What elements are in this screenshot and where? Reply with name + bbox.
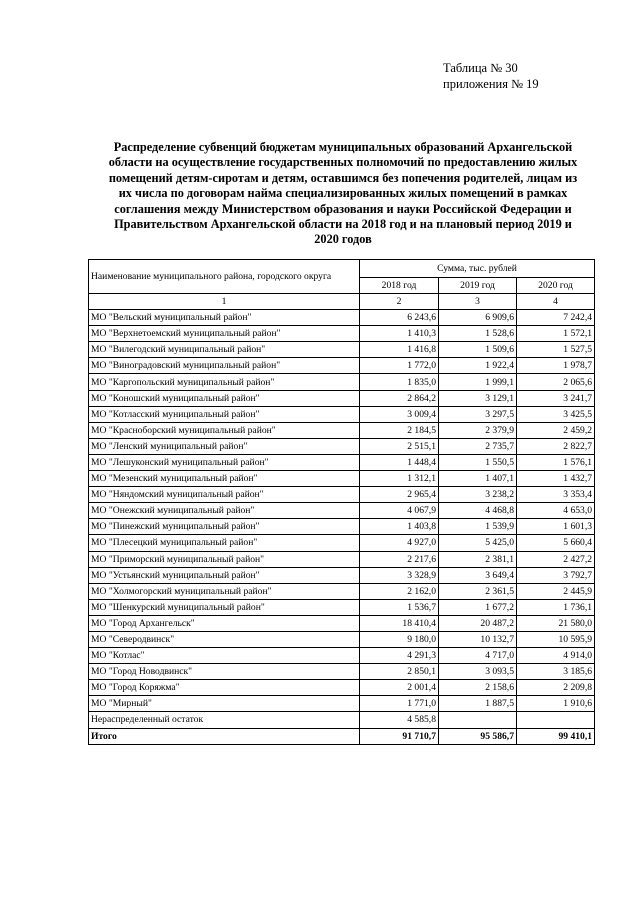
amount-2018: 4 585,8 — [360, 712, 439, 728]
subvention-table — [88, 259, 595, 745]
amount-2018: 2 850,1 — [360, 664, 439, 680]
table-header-row — [89, 260, 595, 278]
title-line: Правительством Архангельской области на 2018 год и на плановый период 2019 и — [114, 217, 572, 232]
amount-2019: 2 735,7 — [439, 438, 517, 454]
municipality-name: Нераспределенный остаток — [89, 712, 360, 728]
amount-2020: 2 822,7 — [517, 438, 595, 454]
municipality-name: МО "Котласский муниципальный район" — [89, 406, 360, 422]
municipality-name: МО "Коношский муниципальный район" — [89, 390, 360, 406]
table-row — [89, 648, 595, 664]
amount-2018: 3 328,9 — [360, 567, 439, 583]
amount-2020: 7 242,4 — [517, 310, 595, 326]
amount-2018: 1 536,7 — [360, 599, 439, 615]
amount-2018: 1 403,8 — [360, 519, 439, 535]
amount-2020: 3 241,7 — [517, 390, 595, 406]
amount-2020: 10 595,9 — [517, 631, 595, 647]
amount-2019: 1 509,6 — [439, 342, 517, 358]
header-sum-group: Сумма, тыс. рублей — [360, 260, 595, 278]
amount-2018: 1 448,4 — [360, 454, 439, 470]
amount-2019: 10 132,7 — [439, 631, 517, 647]
table-reference — [443, 60, 539, 92]
amount-2018: 3 009,4 — [360, 406, 439, 422]
amount-2020: 3 353,4 — [517, 487, 595, 503]
table-row — [89, 664, 595, 680]
amount-2020: 2 459,2 — [517, 422, 595, 438]
amount-2020: 2 209,8 — [517, 680, 595, 696]
table-row — [89, 712, 595, 728]
table-row — [89, 471, 595, 487]
amount-2019: 1 887,5 — [439, 696, 517, 712]
amount-2019: 1 550,5 — [439, 454, 517, 470]
amount-2019: 1 539,9 — [439, 519, 517, 535]
amount-2019: 5 425,0 — [439, 535, 517, 551]
municipality-name: МО "Мезенский муниципальный район" — [89, 471, 360, 487]
title-line: 2020 годов — [314, 232, 372, 247]
total-2020: 99 410,1 — [517, 728, 595, 744]
amount-2019: 3 238,2 — [439, 487, 517, 503]
municipality-name: МО "Плесецкий муниципальный район" — [89, 535, 360, 551]
table-row — [89, 696, 595, 712]
amount-2018: 1 771,0 — [360, 696, 439, 712]
title-line: области на осуществление государственных полномочий по предоставлению жилых — [108, 155, 578, 170]
table-row — [89, 438, 595, 454]
table-row — [89, 535, 595, 551]
amount-2019: 3 297,5 — [439, 406, 517, 422]
amount-2018: 6 243,6 — [360, 310, 439, 326]
amount-2020: 1 978,7 — [517, 358, 595, 374]
municipality-name: МО "Вельский муниципальный район" — [89, 310, 360, 326]
amount-2020: 3 792,7 — [517, 567, 595, 583]
amount-2020: 1 527,5 — [517, 342, 595, 358]
amount-2019: 2 381,1 — [439, 551, 517, 567]
column-number: 3 — [439, 294, 517, 310]
municipality-name: МО "Ленский муниципальный район" — [89, 438, 360, 454]
municipality-name: МО "Лешуконский муниципальный район" — [89, 454, 360, 470]
title-line: Распределение субвенций бюджетам муниципальных образований Архангельской — [113, 140, 573, 154]
table-number: Таблица № 30 — [443, 61, 518, 75]
municipality-name: МО "Город Коряжма" — [89, 680, 360, 696]
table-row — [89, 390, 595, 406]
amount-2018: 2 162,0 — [360, 583, 439, 599]
amount-2019: 20 487,2 — [439, 615, 517, 631]
municipality-name: МО "Устьянский муниципальный район" — [89, 567, 360, 583]
amount-2020: 1 572,1 — [517, 326, 595, 342]
amount-2020: 2 445,9 — [517, 583, 595, 599]
total-2019: 95 586,7 — [439, 728, 517, 744]
amount-2018: 2 184,5 — [360, 422, 439, 438]
amount-2018: 1 312,1 — [360, 471, 439, 487]
amount-2018: 1 772,0 — [360, 358, 439, 374]
amount-2019: 1 677,2 — [439, 599, 517, 615]
amount-2018: 2 217,6 — [360, 551, 439, 567]
amount-2018: 1 835,0 — [360, 374, 439, 390]
table-row — [89, 358, 595, 374]
amount-2020: 2 065,6 — [517, 374, 595, 390]
amount-2019: 1 407,1 — [439, 471, 517, 487]
amount-2018: 4 927,0 — [360, 535, 439, 551]
header-year-2020: 2020 год — [517, 278, 595, 294]
amount-2019 — [439, 712, 517, 728]
table-row — [89, 503, 595, 519]
table-row — [89, 567, 595, 583]
table-row — [89, 310, 595, 326]
amount-2018: 18 410,4 — [360, 615, 439, 631]
municipality-name: МО "Холмогорский муниципальный район" — [89, 583, 360, 599]
amount-2018: 1 416,8 — [360, 342, 439, 358]
amount-2019: 1 999,1 — [439, 374, 517, 390]
municipality-name: МО "Мирный" — [89, 696, 360, 712]
amount-2020: 1 432,7 — [517, 471, 595, 487]
table-row — [89, 374, 595, 390]
column-numbers-row — [89, 294, 595, 310]
column-number: 1 — [89, 294, 360, 310]
amount-2019: 1 922,4 — [439, 358, 517, 374]
amount-2020: 3 425,5 — [517, 406, 595, 422]
amount-2018: 2 001,4 — [360, 680, 439, 696]
amount-2020: 1 576,1 — [517, 454, 595, 470]
table-body — [89, 310, 595, 728]
table-row — [89, 583, 595, 599]
column-number: 2 — [360, 294, 439, 310]
municipality-name: МО "Онежский муниципальный район" — [89, 503, 360, 519]
total-2018: 91 710,7 — [360, 728, 439, 744]
amount-2020: 1 601,3 — [517, 519, 595, 535]
table-row — [89, 631, 595, 647]
amount-2018: 2 515,1 — [360, 438, 439, 454]
amount-2019: 2 158,6 — [439, 680, 517, 696]
table-row — [89, 342, 595, 358]
municipality-name: МО "Каргопольский муниципальный район" — [89, 374, 360, 390]
amount-2019: 3 129,1 — [439, 390, 517, 406]
municipality-name: МО "Красноборский муниципальный район" — [89, 422, 360, 438]
table-row — [89, 422, 595, 438]
municipality-name: МО "Приморский муниципальный район" — [89, 551, 360, 567]
amount-2018: 2 965,4 — [360, 487, 439, 503]
amount-2018: 4 067,9 — [360, 503, 439, 519]
municipality-name: МО "Виноградовский муниципальный район" — [89, 358, 360, 374]
appendix-number: приложения № 19 — [443, 77, 539, 91]
amount-2020: 1 910,6 — [517, 696, 595, 712]
municipality-name: МО "Пинежский муниципальный район" — [89, 519, 360, 535]
amount-2019: 2 361,5 — [439, 583, 517, 599]
amount-2019: 4 468,8 — [439, 503, 517, 519]
header-year-2018: 2018 год — [360, 278, 439, 294]
table-row — [89, 615, 595, 631]
municipality-name: МО "Вилегодский муниципальный район" — [89, 342, 360, 358]
table-row — [89, 680, 595, 696]
amount-2020: 21 580,0 — [517, 615, 595, 631]
document-title — [96, 140, 590, 248]
amount-2019: 3 093,5 — [439, 664, 517, 680]
amount-2019: 3 649,4 — [439, 567, 517, 583]
amount-2020: 1 736,1 — [517, 599, 595, 615]
amount-2018: 9 180,0 — [360, 631, 439, 647]
municipality-name: МО "Город Новодвинск" — [89, 664, 360, 680]
table-row — [89, 406, 595, 422]
municipality-name: МО "Северодвинск" — [89, 631, 360, 647]
table-row — [89, 551, 595, 567]
total-label: Итого — [89, 728, 360, 744]
amount-2019: 6 909,6 — [439, 310, 517, 326]
title-line: их числа по договорам найма специализированных жилых помещений в рамках — [118, 186, 568, 201]
table-row — [89, 599, 595, 615]
column-number: 4 — [517, 294, 595, 310]
amount-2018: 1 410,3 — [360, 326, 439, 342]
amount-2020: 2 427,2 — [517, 551, 595, 567]
table-row — [89, 487, 595, 503]
municipality-name: МО "Шенкурский муниципальный район" — [89, 599, 360, 615]
table-row — [89, 519, 595, 535]
amount-2020: 4 914,0 — [517, 648, 595, 664]
header-name-column: Наименование муниципального района, городского округа — [89, 260, 360, 294]
municipality-name: МО "Няндомский муниципальный район" — [89, 487, 360, 503]
amount-2020: 3 185,6 — [517, 664, 595, 680]
total-row — [89, 728, 595, 744]
amount-2018: 2 864,2 — [360, 390, 439, 406]
amount-2020: 4 653,0 — [517, 503, 595, 519]
table-row — [89, 326, 595, 342]
header-year-2019: 2019 год — [439, 278, 517, 294]
municipality-name: МО "Верхнетоемский муниципальный район" — [89, 326, 360, 342]
title-line: соглашения между Министерством образования и науки Российской Федерации и — [114, 201, 572, 216]
amount-2019: 2 379,9 — [439, 422, 517, 438]
title-line: помещений детям-сиротам и детям, оставшимся без попечения родителей, лицам из — [108, 170, 578, 185]
municipality-name: МО "Котлас" — [89, 648, 360, 664]
amount-2019: 4 717,0 — [439, 648, 517, 664]
amount-2020 — [517, 712, 595, 728]
amount-2018: 4 291,3 — [360, 648, 439, 664]
amount-2019: 1 528,6 — [439, 326, 517, 342]
amount-2020: 5 660,4 — [517, 535, 595, 551]
municipality-name: МО "Город Архангельск" — [89, 615, 360, 631]
table-row — [89, 454, 595, 470]
